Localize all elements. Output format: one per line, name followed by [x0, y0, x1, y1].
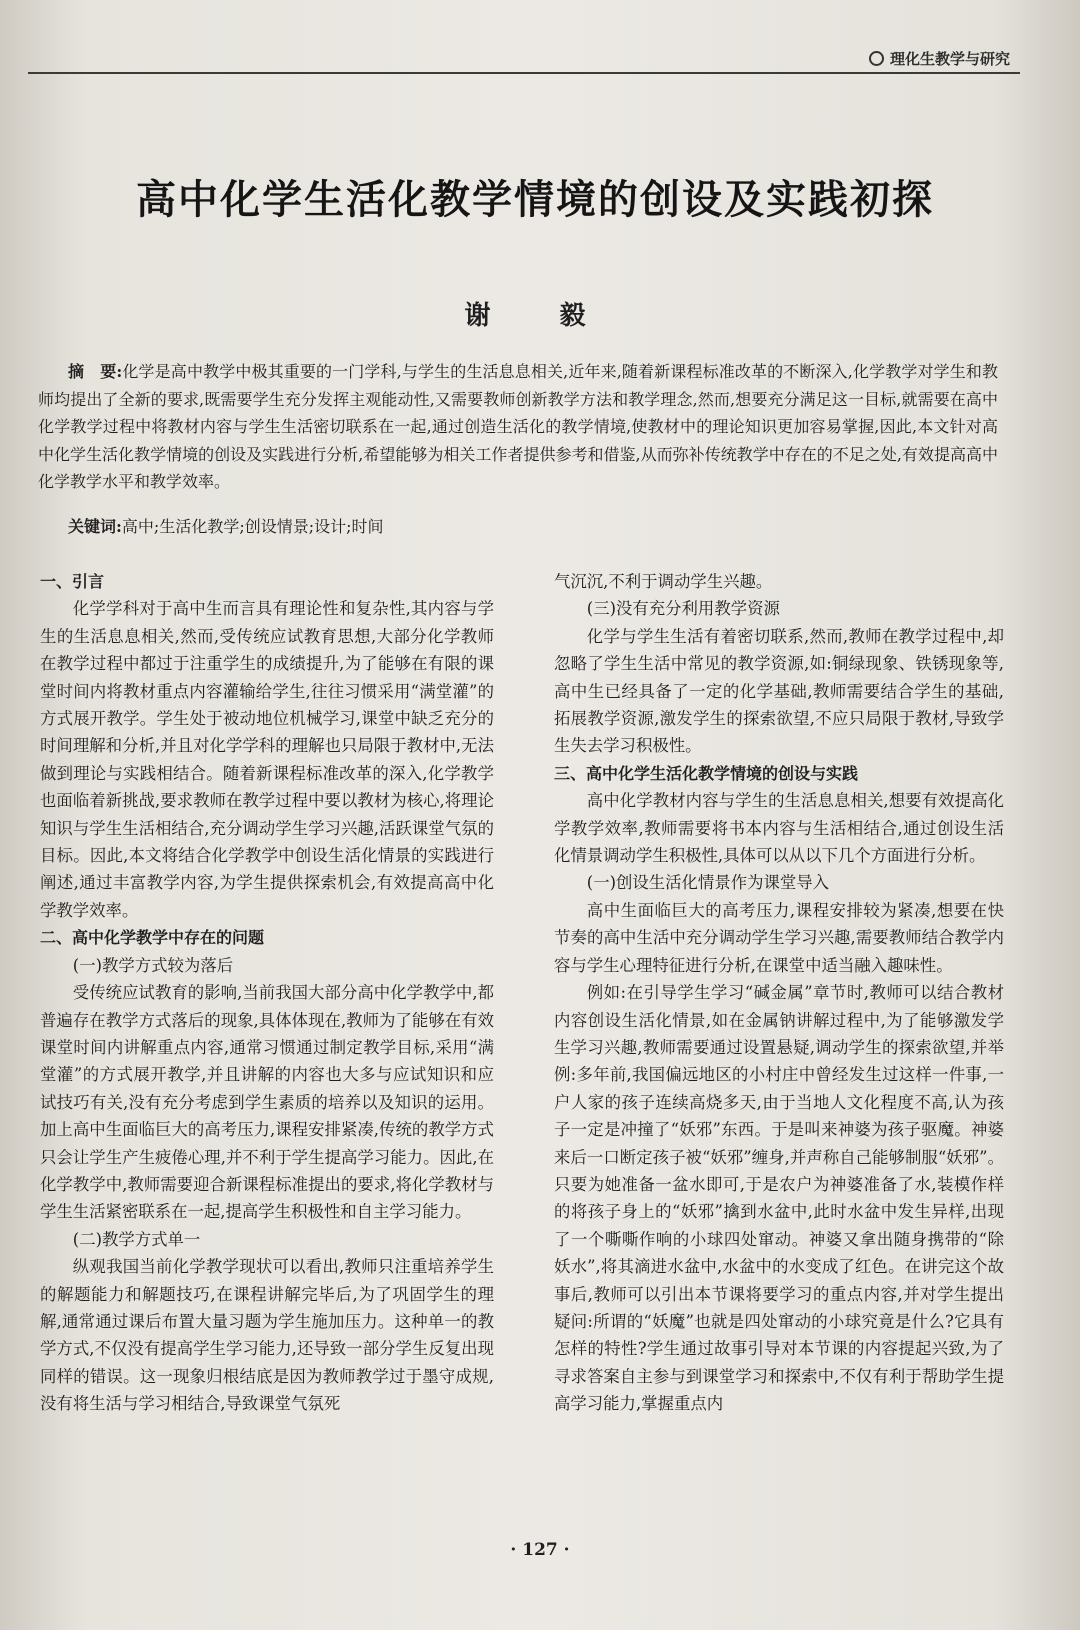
paragraph: 受传统应试教育的影响,当前我国大部分高中化学教学中,都普遍存在教学方式落后的现象,具体体现在,教师为了能够在有效课堂时间内讲解重点内容,通常习惯通过制定教学目标,采用“满堂灌”的方式展开教学,并且讲解的内容也大多与应试知识和应试技巧有关,没有充分考虑到学生素质的培养以及知识的运用。加上高中生面临巨大的高考压力,课程安排紧凑,传统的教学方式只会让学生产生疲倦心理,并不利于学生提高学习能力。因此,在化学教学中,教师需要迎合新课程标准提出的要求,将化学教材与学生生活紧密联系在一起,提高学生积极性和自主学习能力。	[40, 983, 494, 1222]
left-column	[40, 568, 494, 1418]
abstract-text: 化学是高中教学中极其重要的一门学科,与学生的生活息息相关,近年来,随着新课程标准改革的不断深入,化学教学对学生和教师均提出了全新的要求,既需要学生充分发挥主观能动性,又需要教师创新教学方法和教学理念,然而,想要充分满足这一目标,就需要在高中化学教学过程中将教材内容与学生生活密切联系在一起,通过创造生活化的教学情境,使教材中的理论知识更加容易掌握,因此,本文针对高中化学生活化教学情境的创设及实践进行分析,希望能够为相关工作者提供参考和借鉴,从而弥补传统教学中存在的不足之处,有效提高高中化学教学水平和教学效率。	[38, 362, 998, 492]
page-number: · 127 ·	[510, 1540, 570, 1560]
journal-name: 理化生教学与研究	[889, 50, 1010, 68]
journal-header	[869, 48, 1010, 69]
header-rule	[28, 72, 1020, 74]
paragraph: 高中化学教材内容与学生的生活息息相关,想要有效提高化学教学效率,教师需要将书本内容与生活相结合,通过创设生活化情景调动学生积极性,具体可以从以下几个方面进行分析。	[554, 791, 1004, 866]
section-heading-1: 一、引言	[40, 572, 105, 591]
article-title: 高中化学生活化教学情境的创设及实践初探	[136, 176, 934, 223]
keywords-label: 关键词:	[68, 517, 122, 536]
abstract	[38, 358, 998, 496]
paragraph: 例如:在引导学生学习“碱金属”章节时,教师可以结合教材内容创设生活化情景,如在金属钠讲解过程中,为了能够激发学生学习兴趣,教师需要通过设置悬疑,调动学生的探索欲望,并举例:多年前,我国偏远地区的小村庄中曾经发生过这样一件事,一户人家的孩子连续高烧多天,由于当地人文化程度不高,认为孩子一定是冲撞了“妖邪”东西。于是叫来神婆为孩子驱魔。神婆来后一口断定孩子被“妖邪”缠身,并声称自己能够制服“妖邪”。只要为她准备一盆水即可,于是农户为神婆准备了水,装模作样的将孩子身上的“妖邪”擒到水盆中,此时水盆中发生异样,出现了一个嘶嘶作响的小球四处窜动。神婆又拿出随身携带的“除妖水”,将其滴进水盆中,水盆中的水变成了红色。在讲完这个故事后,教师可以引出本节课将要学习的重点内容,并对学生提出疑问:所谓的“妖魔”也就是四处窜动的小球究竟是什么?它具有怎样的特性?学生通过故事引导对本节课的内容提起兴致,为了寻求答案自主参与到课堂学习和探索中,不仅有利于帮助学生提高学习能力,掌握重点内	[554, 983, 1004, 1414]
keywords	[38, 514, 998, 540]
abstract-label: 摘 要:	[68, 362, 123, 381]
paragraph: 化学与学生生活有着密切联系,然而,教师在教学过程中,却忽略了学生生活中常见的教学资源,如:铜绿现象、铁锈现象等,高中生已经具备了一定的化学基础,教师需要结合学生的基础,拓展教学资源,激发学生的探索欲望,不应只局限于教材,导致学生失去学习积极性。	[554, 626, 1004, 756]
paragraph: 化学学科对于高中生而言具有理论性和复杂性,其内容与学生的生活息息相关,然而,受传统应试教育思想,大部分化学教师在教学过程中都过于注重学生的成绩提升,为了能够在有限的课堂时间内将教材重点内容灌输给学生,往往习惯采用“满堂灌”的方式展开教学。学生处于被动地位机械学习,课堂中缺乏充分的时间理解和分析,并且对化学学科的理解也只局限于教材中,无法做到理论与实践相结合。随着新课程标准改革的深入,化学教学也面临着新挑战,要求教师在教学过程中要以教材为核心,将理论知识与学生生活相结合,充分调动学生学习兴趣,活跃课堂气氛的目标。因此,本文将结合化学教学中创设生活化情景的实践进行阐述,通过丰富教学内容,为学生提供探索机会,有效提高高中化学教学效率。	[40, 599, 494, 920]
paragraph-continued: 气沉沉,不利于调动学生兴趣。	[554, 572, 773, 591]
subsection-heading: (二)教学方式单一	[72, 1229, 201, 1249]
author-name: 谢 毅	[464, 301, 616, 331]
right-column	[554, 568, 1004, 1418]
subsection-heading: (三)没有充分利用教学资源	[586, 599, 780, 619]
keywords-text: 高中;生活化教学;创设情景;设计;时间	[121, 517, 384, 536]
paragraph: 高中生面临巨大的高考压力,课程安排较为紧凑,想要在快节奏的高中生活中充分调动学生学习兴趣,需要教师结合教学内容与学生心理特征进行分析,在课堂中适当融入趣味性。	[554, 900, 1004, 975]
subsection-heading: (一)教学方式较为落后	[72, 955, 234, 975]
subsection-heading: (一)创设生活化情景作为课堂导入	[586, 873, 830, 893]
paragraph: 纵观我国当前化学教学现状可以看出,教师只注重培养学生的解题能力和解题技巧,在课程讲解完毕后,为了巩固学生的理解,通常通过课后布置大量习题为学生施加压力。这种单一的教学方式,不仅没有提高学生学习能力,还导致一部分学生反复出现同样的错误。这一现象归根结底是因为教师教学过于墨守成规,没有将生活与学习相结合,导致课堂气氛死	[40, 1257, 494, 1414]
circle-icon	[869, 51, 884, 66]
section-heading-3: 三、高中化学生活化教学情境的创设与实践	[554, 763, 859, 783]
section-heading-2: 二、高中化学教学中存在的问题	[40, 928, 265, 948]
